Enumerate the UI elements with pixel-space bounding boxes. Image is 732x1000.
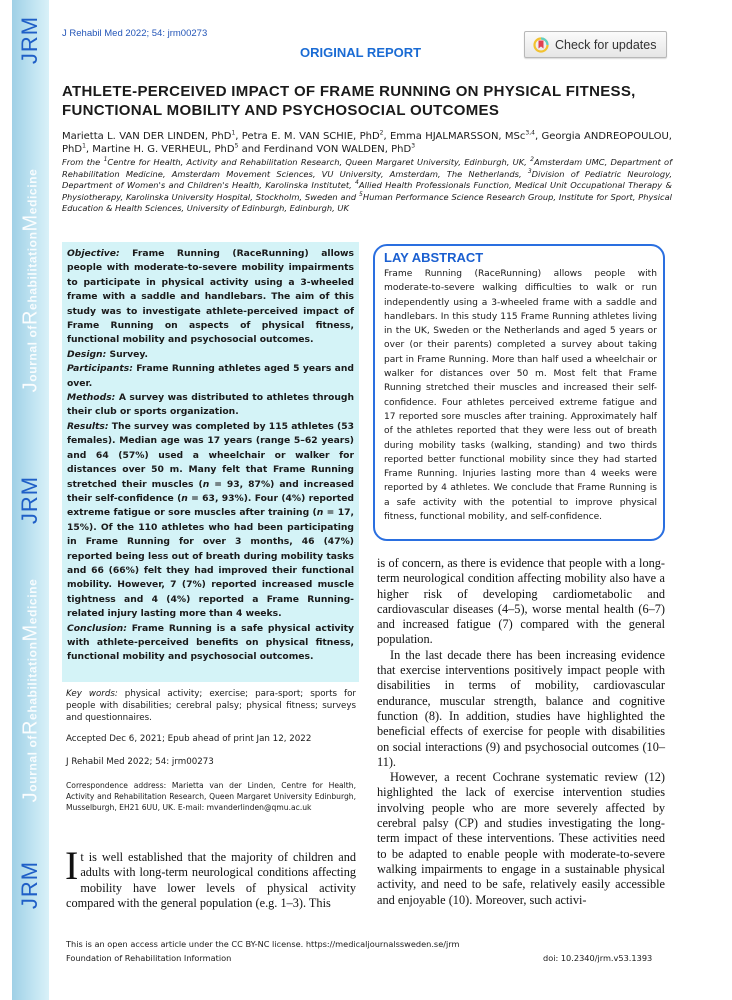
body-text-right-column	[377, 556, 665, 908]
lay-abstract-box	[373, 244, 665, 541]
abstract-design: Design: Survey.	[67, 348, 149, 360]
author: Martine H. G. VERHEUL, PhD	[92, 144, 235, 155]
keywords: Key words: physical activity; exercise; para-sport; sports for people with disabilities; cerebral palsy; physical fitness; surveys and questionnaires.	[66, 689, 356, 723]
body-paragraph: is of concern, as there is evidence that people with a long-term neurological condition affecting mobility also have a higher risk of developing cardiometabolic and cardiovascular diseases (4–5), worse mental health (6–7) and increased fatigue (7) compared with the general population.	[377, 556, 665, 647]
abstract-methods: Methods: A survey was distributed to athletes through their club or sports organization.	[67, 392, 354, 418]
check-for-updates-button[interactable]	[524, 31, 667, 58]
license-notice: This is an open access article under the CC BY-NC license. https://medicaljournalssweden.se/jrm	[66, 939, 460, 949]
drop-cap: I	[65, 843, 79, 888]
author-list: Marietta L. VAN DER LINDEN, PhD$^1$, Petra E. M. VAN SCHIE, PhD$^2$, Emma HJALMARSSON, MSc$^{3,4}$, Georgia ANDREOPOULOU, PhD$^1$, Martine H. G. VERHEUL, PhD$^5$ and Ferdinand VON WALDEN, PhD$^3$	[62, 129, 672, 155]
correspondence-address: Correspondence address: Marietta van der Linden, Centre for Health, Activity and Rehabilitation Research, Queen Margaret University Edinburgh, Musselburgh, EH21 6UU, UK. E-mail: mvanderlinden@qmu.ac.uk	[66, 781, 356, 812]
author: Marietta L. VAN DER LINDEN, PhD	[62, 131, 232, 142]
sidebar-journal-name: Journal ofRehabilitationMedicine	[19, 168, 42, 392]
accepted-date: Accepted Dec 6, 2021; Epub ahead of print Jan 12, 2022	[66, 734, 312, 744]
abstract-box	[62, 242, 359, 682]
abstract-objective: Objective: Frame Running (RaceRunning) allows people with moderate-to-severe mobility impairments to participate in physical activity using a 3-wheeled frame with a saddle and handlebars. The aim of this study was to investigate athlete-perceived impact of Frame Running on aspects of physical fitness, functional mobility and psychosocial outcomes.	[67, 248, 354, 346]
introduction-text: It is well established that the majority of children and adults with long-term neurological conditions affecting mobility have lower levels of physical activity compared with the general population (e.g. 1–3). This	[65, 843, 356, 910]
journal-citation: J Rehabil Med 2022; 54: jrm00273	[62, 28, 208, 39]
crossmark-icon	[533, 37, 549, 53]
publisher-name: Foundation of Rehabilitation Information	[66, 953, 232, 963]
article-type-label: ORIGINAL REPORT	[300, 45, 422, 60]
author: Ferdinand VON WALDEN, PhD	[263, 144, 412, 155]
lay-abstract-text: Frame Running (RaceRunning) allows people with moderate-to-severe walking difficulties to walk or run independently using a 3-wheeled frame with a saddle and handlebars. In this study 115 Frame Running athletes living in the UK, Sweden or the Netherlands and aged 5 years or over (or their parents) completed a survey about taking part in Frame Running. More than half used a wheelchair or walker for distances over 50 m. Most felt that Frame Running stretched their muscles and increased their self-confidence. Four athletes perceived extreme fatigue and 17 reported sore muscles after training. Approximately half of the athletes reported that they were less out of breath during mobility tasks (walking, standing) and two thirds reported better functional mobility since they had started Frame Running. Injuries lasting more than 4 weeks were reported by 4 athletes. We conclude that Frame Running is a safe activity with the potential to improve physical fitness, functional mobility, and self-confidence.	[384, 269, 657, 523]
body-paragraph: In the last decade there has been increasing evidence that exercise interventions positively impact people with disabilities in terms of mobility, cardiovascular endurance, muscular strength, balance and cognitive function (8). In addition, studies have highlighted the beneficial effects of exercise for people with disabilities on social interactions (9) and psychosocial outcomes (10–11).	[377, 647, 665, 769]
check-for-updates-label: Check for updates	[555, 37, 657, 52]
author: Petra E. M. VAN SCHIE, PhD	[241, 131, 380, 142]
body-paragraph: However, a recent Cochrane systematic review (12) highlighted the lack of exercise intervention studies involving people who are more severely affected by cerebral palsy (CP) and studies investigating the long-term impact of these interventions. These activities need to be adapted to enable people with moderate-to-severe walking impairments to engage in a sustainable physical activity, and need to be safe, relatively easily accessible and enjoyable (10). Moreover, such activi-	[377, 770, 665, 907]
sidebar-jrm-logo: JRM	[17, 860, 43, 910]
journal-sidebar	[12, 0, 49, 1000]
affiliations: From the $^1$Centre for Health, Activity and Rehabilitation Research, Queen Margaret University, Edinburgh, UK, $^2$Amsterdam UMC, Department of Rehabilitation Medicine, Amsterdam Movement Sciences, VU University, Amsterdam, The Netherlands, $^3$Division of Pediatric Neurology, Department of Women's and Children's Health, Karolinska Institutet, $^4$Allied Health Professionals Function, Medical Unit Occupational Therapy & Physiotherapy, Karolinska University Hospital, Stockholm, Sweden and $^5$Human Performance Science Research Group, Institute for Sport, Physical Education & Health Sciences, University of Edinburgh, Edinburgh, UK	[62, 156, 673, 213]
doi-link[interactable]: doi: 10.2340/jrm.v53.1393	[543, 953, 653, 963]
article-title: ATHLETE-PERCEIVED IMPACT OF FRAME RUNNING ON PHYSICAL FITNESS, FUNCTIONAL MOBILITY AND PSYCHOSOCIAL OUTCOMES	[62, 83, 636, 119]
sidebar-jrm-logo: JRM	[17, 15, 43, 65]
lay-abstract-title: LAY ABSTRACT	[384, 250, 484, 265]
author: Georgia ANDREOPOULOU, PhD	[62, 131, 672, 155]
abstract-participants: Participants: Frame Running athletes aged 5 years and over.	[67, 363, 354, 389]
author: Emma HJALMARSSON, MSc	[389, 131, 526, 142]
sidebar-journal-name: Journal ofRehabilitationMedicine	[19, 578, 42, 802]
journal-citation: J Rehabil Med 2022; 54: jrm00273	[66, 757, 214, 767]
sidebar-jrm-logo: JRM	[17, 475, 43, 525]
abstract-results: Results: The survey was completed by 115 athletes (53 females). Median age was 17 years (range 5–62 years) and 64 (57%) used a wheelchair or walker for distances over 50 m. Many felt that Frame Running stretched their muscles (n = 93, 87%) and increased their self-confidence (n = 63, 93%). Four (4%) reported extreme fatigue or sore muscles after training (n = 17, 15%). Of the 110 athletes who had been participating in Frame Running for over 3 months, 46 (47%) reported being less out of breath during mobility tasks and 66 (66%) felt they had improved their functional mobility. However, 7 (7%) reported increased muscle tightness and 4 (4%) reported a Frame Running-related injury lasting more than 4 weeks.	[67, 420, 355, 620]
abstract-conclusion: Conclusion: Frame Running is a safe physical activity with athlete-perceived benefits on physical fitness, functional mobility and psychosocial outcomes.	[67, 622, 354, 663]
